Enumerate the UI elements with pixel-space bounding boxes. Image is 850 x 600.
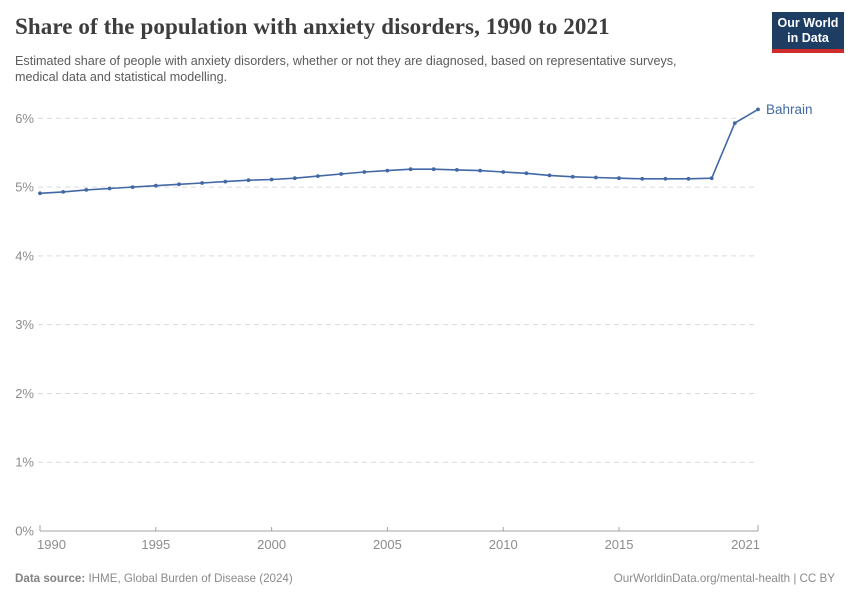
data-point-2003[interactable] (339, 172, 343, 176)
owid-logo-line2: in Data (787, 30, 829, 45)
data-point-2015[interactable] (617, 176, 621, 180)
data-point-2021[interactable] (756, 108, 760, 112)
series-label-bahrain[interactable]: Bahrain (766, 101, 813, 117)
data-point-2004[interactable] (362, 170, 366, 174)
y-tick-label-3pct: 3% (15, 317, 34, 333)
data-point-2001[interactable] (293, 176, 297, 180)
data-point-1992[interactable] (84, 188, 88, 192)
data-line-bahrain[interactable] (40, 109, 758, 193)
y-tick-label-4pct: 4% (15, 248, 34, 264)
data-point-2016[interactable] (640, 177, 644, 181)
data-point-2006[interactable] (409, 167, 413, 171)
x-tick-label-2010: 2010 (488, 537, 518, 552)
y-tick-label-1pct: 1% (15, 454, 34, 470)
data-point-1999[interactable] (247, 178, 251, 182)
x-tick-label-2005: 2005 (372, 537, 402, 552)
data-point-2008[interactable] (455, 168, 459, 172)
data-point-1993[interactable] (108, 187, 112, 191)
x-tick-label-2015: 2015 (604, 537, 634, 552)
x-tick-label-1990: 1990 (37, 537, 66, 552)
data-point-2012[interactable] (548, 174, 552, 178)
data-point-1997[interactable] (200, 181, 204, 185)
data-point-2014[interactable] (594, 176, 598, 180)
x-tick-label-1995: 1995 (141, 537, 171, 552)
y-tick-label-5pct: 5% (15, 179, 34, 195)
data-point-2017[interactable] (664, 177, 668, 181)
y-tick-label-0pct: 0% (15, 523, 34, 539)
owid-logo-line1: Our World (777, 16, 839, 30)
data-point-2011[interactable] (525, 171, 529, 175)
data-source-value: IHME, Global Burden of Disease (2024) (85, 572, 293, 585)
attribution-link[interactable]: OurWorldinData.org/mental-health | CC BY (613, 572, 835, 585)
data-point-1991[interactable] (61, 190, 65, 194)
data-source (15, 572, 293, 585)
data-point-1994[interactable] (131, 185, 135, 189)
data-point-1990[interactable] (38, 191, 42, 195)
page-title: Share of the population with anxiety disorders, 1990 to 2021 (15, 14, 610, 39)
data-point-2013[interactable] (571, 175, 575, 179)
data-point-2000[interactable] (270, 178, 274, 182)
data-source-label: Data source: (15, 572, 86, 585)
data-point-2020[interactable] (733, 121, 737, 125)
data-point-2002[interactable] (316, 174, 320, 178)
x-tick-label-2000: 2000 (257, 537, 287, 552)
chart-footer (15, 572, 835, 585)
chart-subtitle: Estimated share of people with anxiety disorders, whether or not they are diagnosed, based on representative surveys, medical data and statistical modelling. (15, 54, 677, 85)
data-point-2007[interactable] (432, 167, 436, 171)
data-point-2010[interactable] (501, 170, 505, 174)
data-point-2005[interactable] (386, 169, 390, 173)
data-point-2009[interactable] (478, 169, 482, 173)
data-point-1996[interactable] (177, 182, 181, 186)
data-point-2019[interactable] (710, 176, 714, 180)
y-tick-label-6pct: 6% (15, 110, 34, 126)
x-tick-label-2021: 2021 (731, 537, 760, 552)
data-point-2018[interactable] (687, 177, 691, 181)
data-point-1998[interactable] (223, 180, 227, 184)
data-point-1995[interactable] (154, 184, 158, 188)
y-tick-label-2pct: 2% (15, 385, 34, 401)
